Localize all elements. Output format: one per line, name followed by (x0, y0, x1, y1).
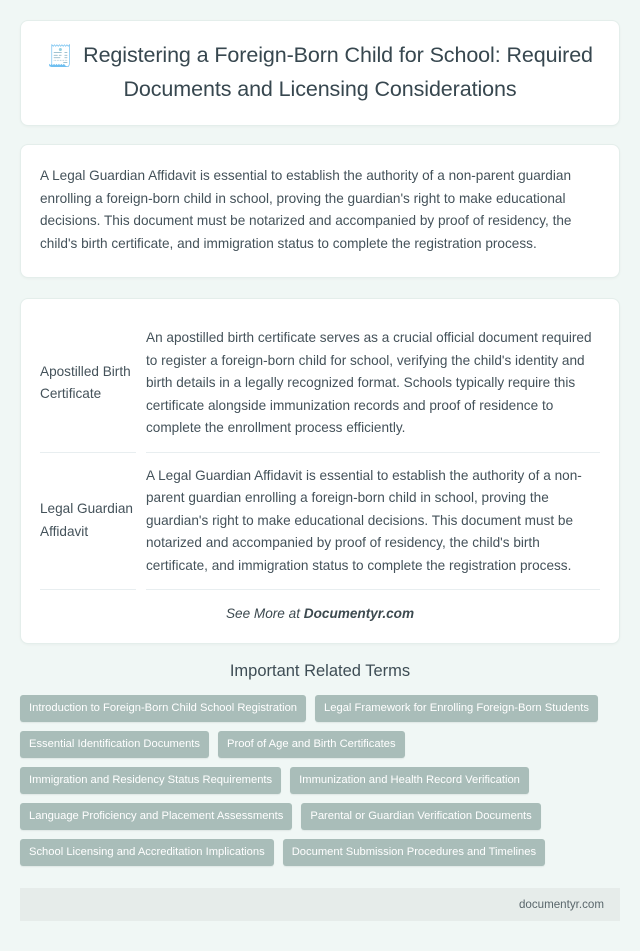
summary-text: A Legal Guardian Affidavit is essential to establish the authority of a non-parent guardian enrolling a foreign-born child in school, proving the guardian's right to make educational decisions. This document must be notarized and accompanied by proof of residency, the child's birth certificate, and immigration status to complete the registration process. (40, 168, 572, 251)
summary-card (20, 144, 620, 278)
page-title-text: Registering a Foreign-Born Child for School: Required Documents and Licensing Considerations (83, 43, 593, 101)
definition-text: A Legal Guardian Affidavit is essential to establish the authority of a non-parent guardian enrolling a foreign-born child in school, proving the guardian's right to make educational decisions. This document must be notarized and accompanied by proof of residency, the child's birth certificate, and immigration status to complete the registration process. (146, 453, 600, 591)
page-title (45, 39, 595, 105)
related-term-tag[interactable]: Immunization and Health Record Verification (290, 767, 529, 794)
definitions-card (20, 298, 620, 644)
see-more-prefix: See More at (225, 606, 304, 621)
related-term-tag[interactable]: Document Submission Procedures and Timelines (283, 839, 545, 866)
table-row (40, 315, 600, 453)
related-term-tag[interactable]: Essential Identification Documents (20, 731, 209, 758)
related-term-tag[interactable]: School Licensing and Accreditation Implications (20, 839, 274, 866)
definition-term: Apostilled Birth Certificate (40, 315, 136, 453)
related-terms-list (20, 695, 620, 866)
receipt-icon: 🧾 (47, 45, 74, 68)
related-term-tag[interactable]: Proof of Age and Birth Certificates (218, 731, 405, 758)
table-row (40, 453, 600, 591)
related-term-tag[interactable]: Immigration and Residency Status Requirements (20, 767, 281, 794)
title-card (20, 20, 620, 126)
footer-site-label: documentyr.com (518, 898, 604, 911)
related-term-tag[interactable]: Language Proficiency and Placement Assessments (20, 803, 292, 830)
related-term-tag[interactable]: Introduction to Foreign-Born Child School Registration (20, 695, 306, 722)
definition-term: Legal Guardian Affidavit (40, 453, 136, 591)
related-term-tag[interactable]: Parental or Guardian Verification Documents (301, 803, 540, 830)
definition-text: An apostilled birth certificate serves as a crucial official document required to register a foreign-born child for school, verifying the child's identity and birth details in a legally recognized format. Schools typically require this certificate alongside immunization records and proof of residence to complete the enrollment process efficiently. (146, 315, 600, 453)
related-term-tag[interactable]: Legal Framework for Enrolling Foreign-Born Students (315, 695, 598, 722)
footer-bar (20, 888, 620, 921)
see-more-line (40, 590, 600, 633)
related-terms-heading: Important Related Terms (229, 662, 411, 680)
definitions-table (30, 315, 610, 590)
see-more-site[interactable]: Documentyr.com (303, 606, 415, 621)
